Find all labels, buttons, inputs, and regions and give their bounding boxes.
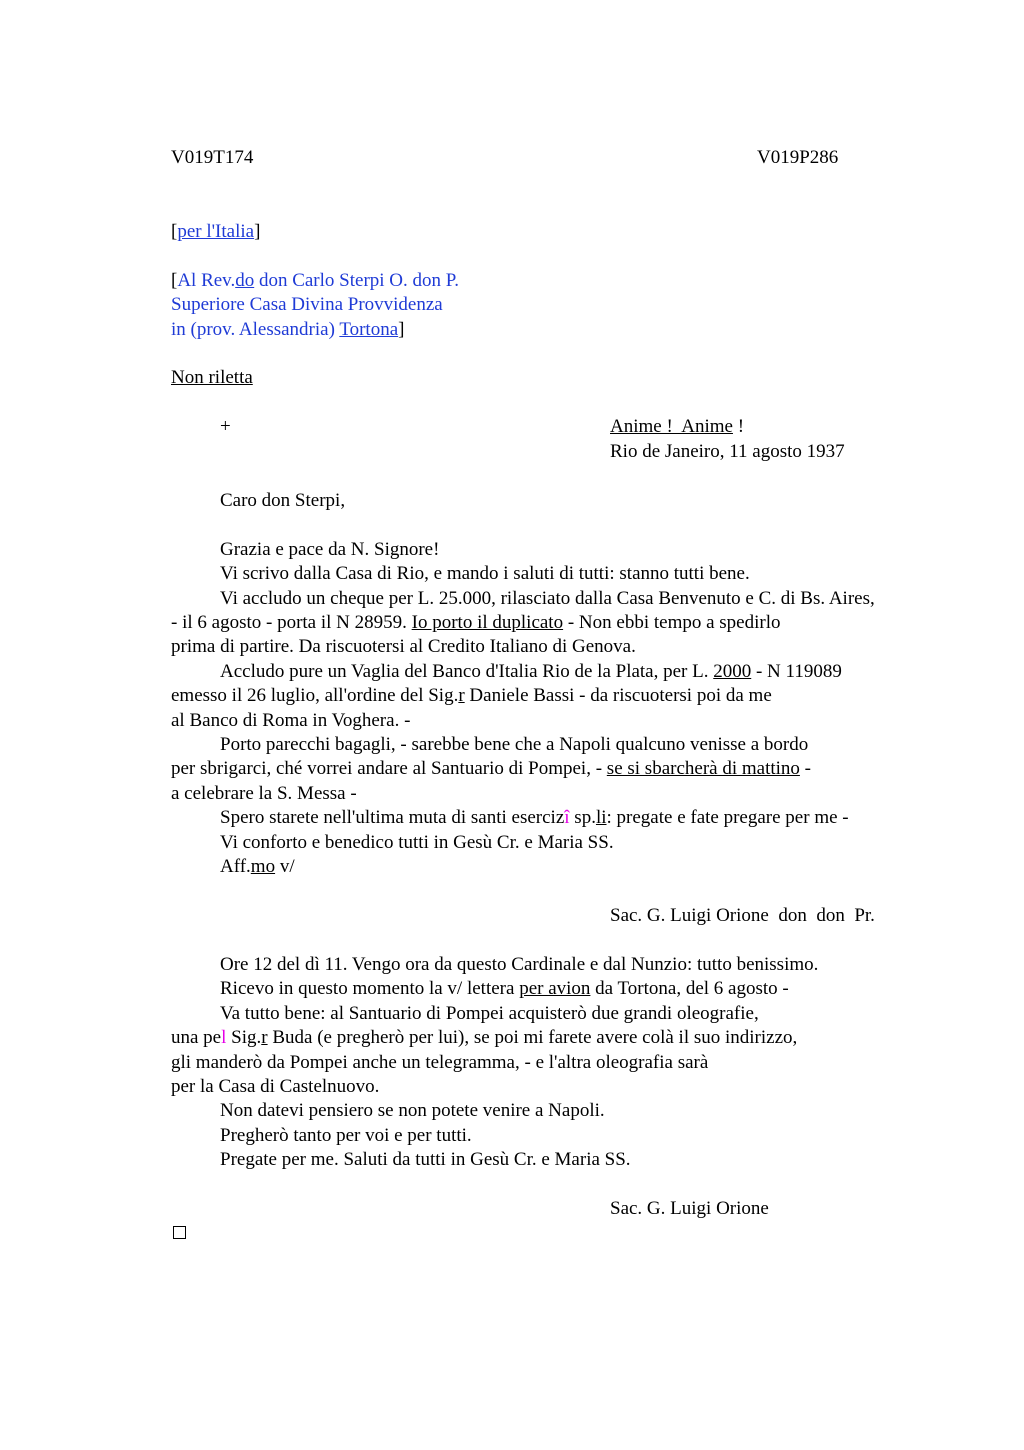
place-date: Rio de Janeiro, 11 agosto 1937 (610, 441, 845, 462)
end-square-icon (173, 1226, 186, 1239)
letter-line: Vi accludo un cheque per L. 25.000, rilasciato dalla Casa Benvenuto e C. di Bs. Aires, (220, 588, 875, 609)
postscript-line: per la Casa di Castelnuovo. (171, 1076, 380, 1097)
letter-line: Accludo pure un Vaglia del Banco d'Italia Rio de la Plata, per L. 2000 - N 119089 (220, 661, 842, 682)
postscript-line: Ricevo in questo momento la v/ lettera per avion da Tortona, del 6 agosto - (220, 978, 789, 999)
postscript-line: Pregherò tanto per voi e per tutti. (220, 1125, 472, 1146)
postscript-line: gli manderò da Pompei anche un telegramma, - e l'altra oleografia sarà (171, 1052, 709, 1073)
postscript-line: Ore 12 del dì 11. Vengo ora da questo Cardinale e dal Nunzio: tutto benissimo. (220, 954, 819, 975)
address-line-1: [Al Rev.do don Carlo Sterpi O. don P. (171, 270, 459, 291)
salutation: Caro don Sterpi, (220, 490, 346, 511)
postscript-line: una pel Sig.r Buda (e pregherò per lui), se poi mi farete avere colà il suo indirizzo, (171, 1027, 798, 1048)
letter-line: Vi scrivo dalla Casa di Rio, e mando i saluti di tutti: stanno tutti bene. (220, 563, 750, 584)
postscript-line: Non datevi pensiero se non potete venire a Napoli. (220, 1100, 605, 1121)
destination-link[interactable]: per l'Italia (177, 221, 255, 242)
letter-line: emesso il 26 luglio, all'ordine del Sig.r Daniele Bassi - da riscuotersi poi da me (171, 685, 772, 706)
address-line-2: Superiore Casa Divina Provvidenza (171, 294, 443, 315)
letter-line: Vi conforto e benedico tutti in Gesù Cr. e Maria SS. (220, 832, 614, 853)
letter-line: - il 6 agosto - porta il N 28959. Io porto il duplicato - Non ebbi tempo a spedirlo (171, 612, 781, 633)
header-left-code: V019T174 (171, 147, 254, 168)
address-line-3: in (prov. Alessandria) Tortona] (171, 319, 405, 340)
signature: Sac. G. Luigi Orione (610, 1198, 769, 1219)
address-city-link[interactable]: Tortona (339, 319, 399, 340)
signature: Sac. G. Luigi Orione don don Pr. (610, 905, 875, 926)
letter-line: Porto parecchi bagagli, - sarebbe bene che a Napoli qualcuno venisse a bordo (220, 734, 809, 755)
letter-line: per sbrigarci, ché vorrei andare al Santuario di Pompei, - se si sbarcherà di mattino - (171, 758, 811, 779)
destination-line: [per l'Italia] (171, 221, 261, 242)
not-reread-note: Non riletta (171, 367, 253, 388)
letter-line: al Banco di Roma in Voghera. - (171, 710, 411, 731)
letter-line: Spero starete nell'ultima muta di santi esercizî sp.li: pregate e fate pregare per me - (220, 807, 849, 828)
letter-line: Grazia e pace da N. Signore! (220, 539, 440, 560)
motto: Anime ! Anime ! (610, 416, 745, 437)
letter-line: prima di partire. Da riscuotersi al Credito Italiano di Genova. (171, 636, 636, 657)
letter-line: a celebrare la S. Messa - (171, 783, 357, 804)
cross-symbol: + (220, 416, 231, 437)
letter-line: Aff.mo v/ (220, 856, 295, 877)
postscript-line: Va tutto bene: al Santuario di Pompei acquisterò due grandi oleografie, (220, 1003, 759, 1024)
header-right-code: V019P286 (757, 147, 839, 168)
postscript-line: Pregate per me. Saluti da tutti in Gesù Cr. e Maria SS. (220, 1149, 631, 1170)
